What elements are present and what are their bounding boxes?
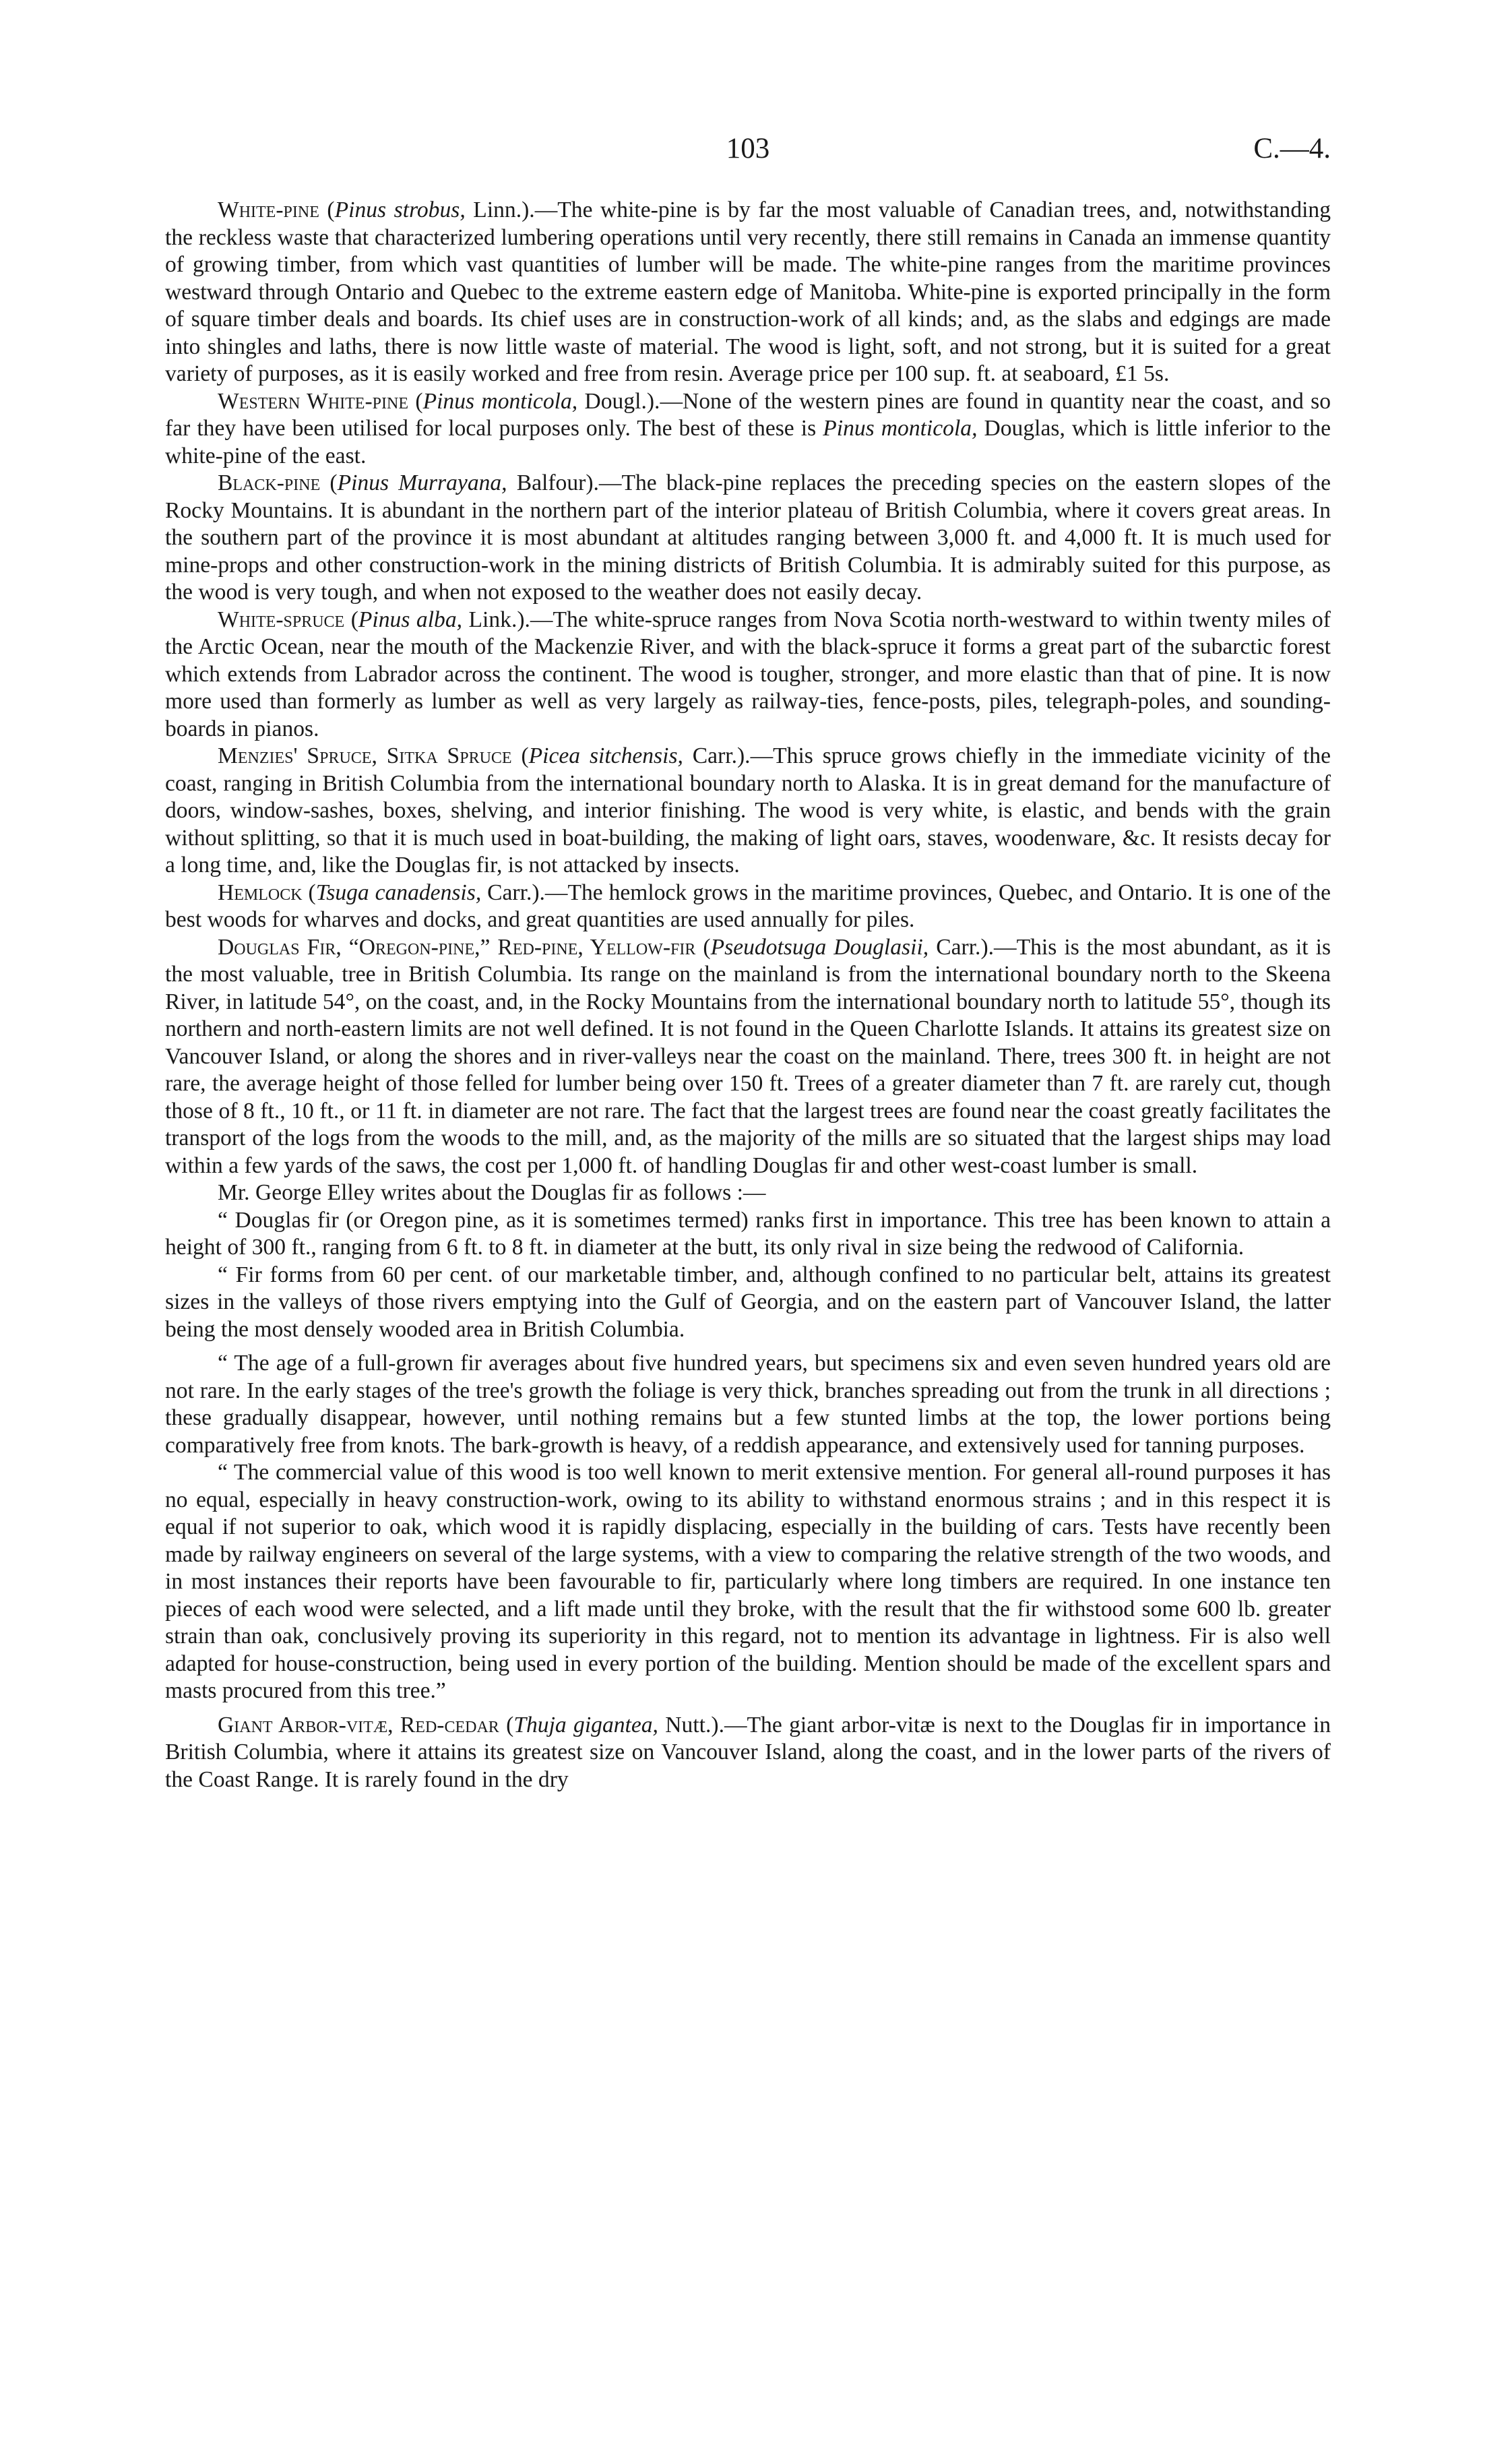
latin-name: Pseudotsuga Douglasii,	[710, 934, 929, 960]
paragraph-elley-intro: Mr. George Elley writes about the Douglas fir as follows :—	[218, 1180, 766, 1205]
paragraph-text: Balfour).—The black-pine replaces the preceding species on the eastern slopes of the Rocky Mountains. It is abundant in the northern part of the interior plateau of British Columbia, where it covers great areas. In the southern part of the province it is most abundant at altitudes ranging between 3,000 ft. and 4,000 ft. It is much used for mine-props and other construction-work in the mining districts of British Columbia. It is admirably suited for this purpose, as the wood is very tough, and when not exposed to the weather does not easily decay.	[165, 470, 1331, 605]
paragraph-douglas-fir: Douglas Fir, “Oregon-pine,” Red-pine, Yellow-fir (Pseudotsuga Douglasii, Carr.).—This is the most abundant, as it is the most valuable, tree in British Columbia. Its range on the mainland is from the international boundary north to the Skeena River, in latitude 54°, on the coast, and, in the Rocky Mountains from the international boundary north to latitude 55°, though its northern and north-eastern limits are not well defined. It is not found in the Queen Charlotte Islands. It attains its greatest size on Vancouver Island, or along the shores and in river-valleys near the coast on the mainland. There, trees 300 ft. in height are not rare, the average height of those felled for lumber being over 150 ft. Trees of a greater diameter than 7 ft. are rarely cut, though those of 8 ft., 10 ft., or 11 ft. in diameter are not rare. The fact that the largest trees are found near the coast greatly facilitates the transport of the logs from the woods to the mill, and, as the majority of the mills are so situated that the largest ships may load within a few yards of the saws, the cost per 1,000 ft. of handling Douglas fir and other west-coast lumber is small.	[165, 934, 1331, 1178]
paragraph-sitka-spruce: Menzies' Spruce, Sitka Spruce (Picea sitchensis, Carr.).—This spruce grows chiefly in the immediate vicinity of the coast, ranging in British Columbia from the international boundary north to Alaska. It is in great demand for the manufacture of doors, window-sashes, boxes, shelving, and interior finishing. The wood is very white, is elastic, and bends with the grain without splitting, so that it is much used in boat-building, the making of light oars, staves, woodenware, &c. It resists decay for a long time, and, like the Douglas fir, is not attacked by insects.	[165, 743, 1331, 878]
paragraph-black-pine: Black-pine (Pinus Murrayana, Balfour).—The black-pine replaces the preceding species on the eastern slopes of the Rocky Mountains. It is abundant in the northern part of the interior plateau of British Columbia, where it covers great areas. In the southern part of the province it is most abundant at altitudes ranging between 3,000 ft. and 4,000 ft. It is much used for mine-props and other construction-work in the mining districts of British Columbia. It is admirably suited for this purpose, as the wood is very tough, and when not exposed to the weather does not easily decay.	[165, 470, 1331, 605]
latin-name: Pinus alba,	[358, 607, 463, 632]
paragraph-western-white-pine: Western White-pine (Pinus monticola, Dougl.).—None of the western pines are found in quantity near the coast, and so far they have been utilised for local purposes only. The best of these is Pinus monticola, Douglas, which is little inferior to the white-pine of the east.	[165, 388, 1331, 468]
paragraph-quote-4: “ The commercial value of this wood is too well known to merit extensive mention. For general all-round purposes it has no equal, especially in heavy construction-work, owing to its ability to withstand enormous strains ; and in this respect it is equal if not superior to oak, which wood it is rapidly displacing, especially in the building of cars. Tests have recently been made by railway engineers on several of the large systems, with a view to comparing the relative strength of the two woods, and in most instances their reports have been favourable to fir, particularly where long timbers are required. In one instance ten pieces of each wood were selected, and a lift made until they broke, with the result that the fir withstood some 600 lb. greater strain than oak, conclusively proving its superiority in this regard, not to mention its advantage in lightness. Fir is also well adapted for house-construction, being used in every portion of the building. Mention should be made of the excellent spars and masts procured from this tree.”	[165, 1460, 1331, 1703]
latin-name: Tsuga canadensis,	[315, 880, 482, 905]
latin-name: Picea sitchensis,	[528, 743, 683, 768]
paragraph-text: Link.).—The white-spruce ranges from Nova Scotia north-westward to within twenty miles of the Arctic Ocean, near the mouth of the Mackenzie River, and with the black-spruce it forms a great part of the subarctic forest which extends from Labrador across the continent. The wood is tougher, stronger, and more elastic than that of pine. It is now more used than formerly as lumber as well as very largely as railway-ties, fence-posts, piles, telegraph-poles, and sounding-boards in pianos.	[165, 607, 1331, 741]
latin-name: Pinus monticola,	[823, 416, 978, 441]
species-heading: Menzies' Spruce, Sitka Spruce	[218, 743, 512, 768]
species-heading: Giant Arbor-vitæ, Red-cedar	[218, 1712, 499, 1738]
paragraph-quote-1: “ Douglas fir (or Oregon pine, as it is sometimes termed) ranks first in importance. This tree has been known to attain a height of 300 ft., ranging from 6 ft. to 8 ft. in diameter at the butt, its only rival in size being the redwood of California.	[165, 1207, 1331, 1260]
paragraph-hemlock: Hemlock (Tsuga canadensis, Carr.).—The hemlock grows in the maritime provinces, Quebec, and Ontario. It is one of the best woods for wharves and docks, and great quantities are used annually for piles.	[165, 880, 1331, 932]
paragraph-white-spruce: White-spruce (Pinus alba, Link.).—The white-spruce ranges from Nova Scotia north-westward to within twenty miles of the Arctic Ocean, near the mouth of the Mackenzie River, and with the black-spruce it forms a great part of the subarctic forest which extends from Labrador across the continent. The wood is tougher, stronger, and more elastic than that of pine. It is now more used than formerly as lumber as well as very largely as railway-ties, fence-posts, piles, telegraph-poles, and sounding-boards in pianos.	[165, 607, 1331, 741]
species-heading: Western White-pine	[218, 388, 408, 414]
latin-name: Pinus strobus,	[334, 197, 466, 222]
species-heading: Hemlock	[218, 880, 303, 905]
paragraph-giant-arbor-vitae: Giant Arbor-vitæ, Red-cedar (Thuja gigantea, Nutt.).—The giant arbor-vitæ is next to the Douglas fir in importance in British Columbia, where it attains its greatest size on Vancouver Island, along the coast, and in the lower parts of the rivers of the Coast Range. It is rarely found in the dry	[165, 1712, 1331, 1792]
species-heading: Black-pine	[218, 470, 321, 495]
species-heading: White-spruce	[218, 607, 345, 632]
latin-name: Pinus Murrayana,	[337, 470, 507, 495]
species-heading: Douglas Fir, “Oregon-pine,” Red-pine, Yellow-fir	[218, 934, 696, 960]
body-text	[165, 197, 1331, 1793]
paragraph-text: Nutt.).—The giant arbor-vitæ is next to the Douglas fir in importance in British Columbia, where it attains its greatest size on Vancouver Island, along the coast, and in the lower parts of the rivers of the Coast Range. It is rarely found in the dry	[165, 1712, 1331, 1792]
paragraph-quote-3: “ The age of a full-grown fir averages about five hundred years, but specimens six and even seven hundred years old are not rare. In the early stages of the tree's growth the foliage is very thick, branches spreading out from the trunk in all directions ; these gradually disappear, however, until nothing remains but a few stunted limbs at the top, the lower portions being comparatively free from knots. The bark-growth is heavy, of a reddish appearance, and extensively used for tanning purposes.	[165, 1351, 1331, 1458]
paragraph-quote-2: “ Fir forms from 60 per cent. of our marketable timber, and, although confined to no particular belt, attains its greatest sizes in the valleys of those rivers emptying into the Gulf of Georgia, and on the eastern part of Vancouver Island, the latter being the most densely wooded area in British Columbia.	[165, 1262, 1331, 1342]
paragraph-text: Carr.).—This is the most abundant, as it is the most valuable, tree in British Columbia. Its range on the mainland is from the international boundary north to the Skeena River, in latitude 54°, on the coast, and, in the Rocky Mountains from the international boundary north to latitude 55°, though its northern and north-eastern limits are not well defined. It is not found in the Queen Charlotte Islands. It attains its greatest size on Vancouver Island, or along the shores and in river-valleys near the coast on the mainland. There, trees 300 ft. in height are not rare, the average height of those felled for lumber being over 150 ft. Trees of a greater diameter than 7 ft. are rarely cut, though those of 8 ft., 10 ft., or 11 ft. in diameter are not rare. The fact that the largest trees are found near the coast greatly facilitates the transport of the logs from the woods to the mill, and, as the majority of the mills are so situated that the largest ships may load within a few yards of the saws, the cost per 1,000 ft. of handling Douglas fir and other west-coast lumber is small.	[165, 934, 1331, 1178]
latin-name: Thuja gigantea,	[513, 1712, 658, 1738]
paragraph-text: Dougl.).—None of the western pines are found in quantity near the coast, and so far they have been utilised for local purposes only. The best of these is	[165, 388, 1331, 441]
document-reference: C.—4.	[1253, 133, 1331, 164]
paragraph-text: Carr.).—The hemlock grows in the maritime provinces, Quebec, and Ontario. It is one of the best woods for wharves and docks, and great quantities are used annually for piles.	[165, 880, 1331, 932]
paragraph-text: Carr.).—This spruce grows chiefly in the immediate vicinity of the coast, ranging in British Columbia from the international boundary north to Alaska. It is in great demand for the manufacture of doors, window-sashes, boxes, shelving, and interior finishing. The wood is very white, is elastic, and bends with the grain without splitting, so that it is much used in boat-building, the making of light oars, staves, woodenware, &c. It resists decay for a long time, and, like the Douglas fir, is not attacked by insects.	[165, 743, 1331, 878]
latin-name: Pinus monticola,	[422, 388, 578, 414]
page-header	[165, 132, 1331, 173]
page-number: 103	[726, 133, 770, 164]
paragraph-text: Douglas, which is little inferior to the white-pine of the east.	[165, 416, 1331, 468]
paragraph-text: Linn.).—The white-pine is by far the most valuable of Canadian trees, and, notwithstanding the reckless waste that characterized lumbering operations until very recently, there still remains in Canada an immense quantity of growing timber, from which vast quantities of lumber will be made. The white-pine ranges from the maritime provinces westward through Ontario and Quebec to the extreme eastern edge of Manitoba. White-pine is exported principally in the form of square timber deals and boards. Its chief uses are in construction-work of all kinds; and, as the slabs and edgings are made into shingles and laths, there is now little waste of material. The wood is light, soft, and not strong, but it is suited for a great variety of purposes, as it is easily worked and free from resin. Average price per 100 sup. ft. at seaboard, £1 5s.	[165, 197, 1331, 386]
paragraph-white-pine: White-pine (Pinus strobus, Linn.).—The white-pine is by far the most valuable of Canadian trees, and, notwithstanding the reckless waste that characterized lumbering operations until very recently, there still remains in Canada an immense quantity of growing timber, from which vast quantities of lumber will be made. The white-pine ranges from the maritime provinces westward through Ontario and Quebec to the extreme eastern edge of Manitoba. White-pine is exported principally in the form of square timber deals and boards. Its chief uses are in construction-work of all kinds; and, as the slabs and edgings are made into shingles and laths, there is now little waste of material. The wood is light, soft, and not strong, but it is suited for a great variety of purposes, as it is easily worked and free from resin. Average price per 100 sup. ft. at seaboard, £1 5s.	[165, 197, 1331, 386]
species-heading: White-pine	[218, 197, 319, 222]
